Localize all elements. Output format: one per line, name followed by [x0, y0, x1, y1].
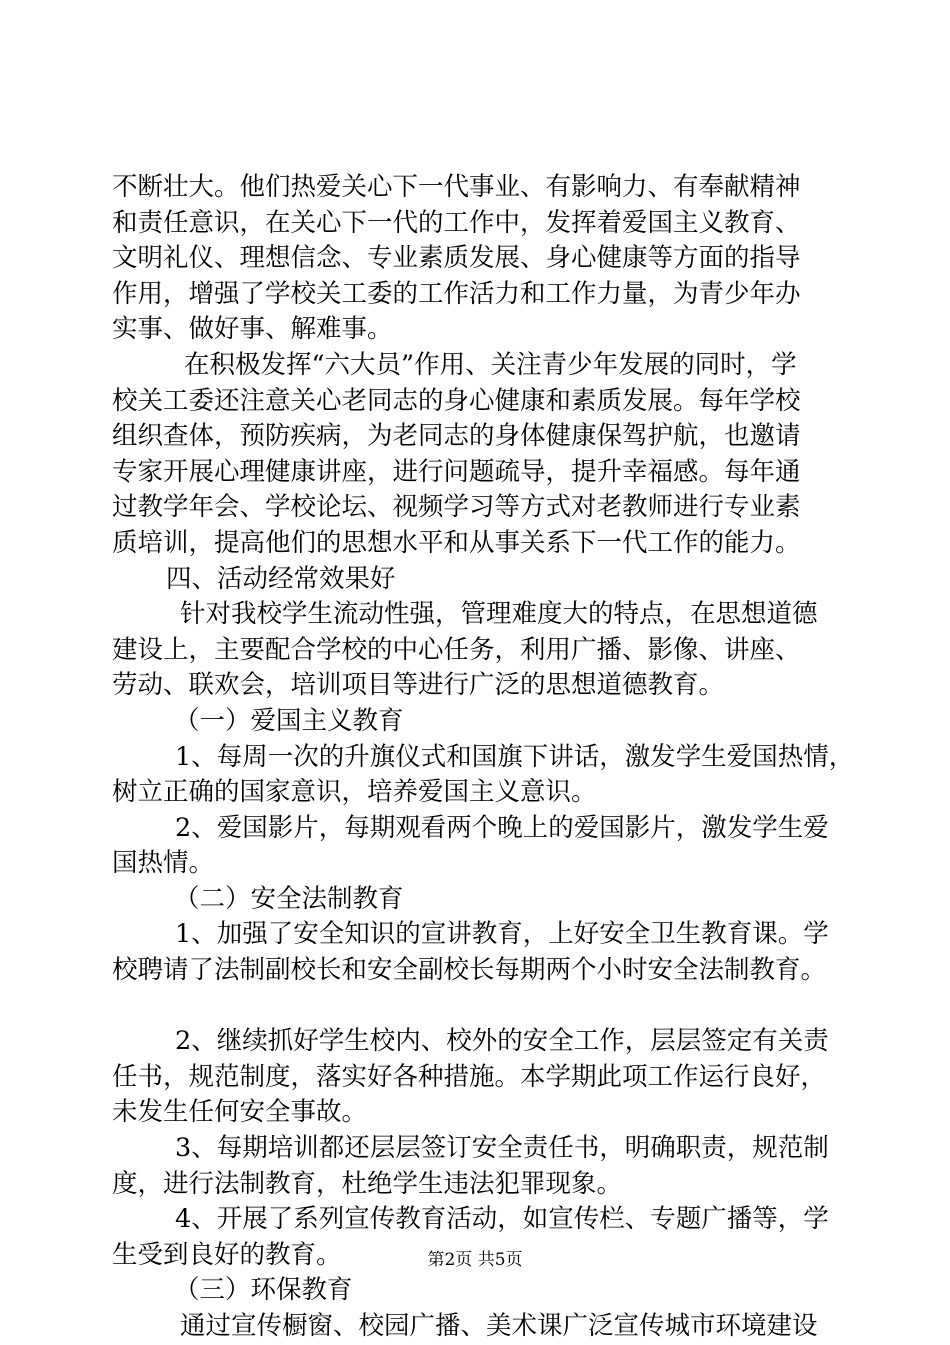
text-line: 树立正确的国家意识，培养爱国主义意识。 — [112, 777, 597, 808]
subsection-heading: （二）安全法制教育 — [174, 883, 404, 914]
text-line: 校关工委还注意关心老同志的身心健康和素质发展。每年学校 — [112, 385, 801, 416]
text-line: 专家开展心理健康讲座，进行问题疏导，提升幸福感。每年通 — [112, 456, 801, 487]
text-line: 未发生任何安全事故。 — [112, 1097, 368, 1128]
text-line: 生受到良好的教育。 — [112, 1239, 342, 1270]
text-line: 实事、做好事、解难事。 — [112, 314, 393, 345]
text-line: 过教学年会、学校论坛、视频学习等方式对老教师进行专业素 — [112, 492, 801, 523]
text-line: 在积极发挥“六大员”作用、关注青少年发展的同时，学 — [184, 349, 797, 380]
text-line: 劳动、联欢会，培训项目等进行广泛的思想道德教育。 — [112, 670, 725, 701]
text-line: 和责任意识，在关心下一代的工作中，发挥着爱国主义教育、 — [112, 207, 801, 238]
text-line: 度，进行法制教育，杜绝学生违法犯罪现象。 — [112, 1168, 623, 1199]
document-body — [112, 170, 855, 1345]
text-line: 2、爱国影片，每期观看两个晚上的爱国影片，激发学生爱 — [175, 812, 829, 843]
text-line: 任书，规范制度，落实好各种措施。本学期此项工作运行良好， — [112, 1061, 827, 1092]
text-line: 3、每期培训都还层层签订安全责任书，明确职责，规范制 — [175, 1133, 829, 1164]
text-line: 组织查体，预防疾病，为老同志的身体健康保驾护航，也邀请 — [112, 421, 801, 452]
subsection-heading: （三）环保教育 — [174, 1275, 353, 1306]
text-line: 质培训，提高他们的思想水平和从事关系下一代工作的能力。 — [112, 527, 801, 558]
text-line: 文明礼仪、理想信念、专业素质发展、身心健康等方面的指导 — [112, 243, 801, 274]
text-line: 4、开展了系列宣传教育活动，如宣传栏、专题广播等，学 — [175, 1204, 829, 1235]
text-line: 1、加强了安全知识的宣讲教育，上好安全卫生教育课。学 — [175, 919, 829, 950]
text-line: 1、每周一次的升旗仪式和国旗下讲话，激发学生爱国热情， — [175, 741, 855, 772]
text-line: 针对我校学生流动性强，管理难度大的特点，在思想道德 — [180, 599, 818, 630]
text-line: 2、继续抓好学生校内、校外的安全工作，层层签定有关责 — [175, 1026, 829, 1057]
subsection-heading: （一）爱国主义教育 — [174, 705, 404, 736]
section-heading: 四、活动经常效果好 — [166, 563, 396, 594]
page-footer: 第2页 共5页 — [427, 1250, 523, 1270]
text-line: 国热情。 — [112, 848, 215, 879]
text-line: 不断壮大。他们热爱关心下一代事业、有影响力、有奉献精神 — [112, 172, 801, 202]
text-line: 建设上，主要配合学校的中心任务，利用广播、影像、讲座、 — [112, 634, 801, 665]
text-line: 校聘请了法制副校长和安全副校长每期两个小时安全法制教育。 — [112, 955, 827, 986]
text-line: 作用，增强了学校关工委的工作活力和工作力量，为青少年办 — [112, 278, 801, 309]
text-line: 通过宣传橱窗、校园广播、美术课广泛宣传城市环境建设 — [180, 1311, 818, 1341]
blank-line — [112, 989, 852, 1025]
